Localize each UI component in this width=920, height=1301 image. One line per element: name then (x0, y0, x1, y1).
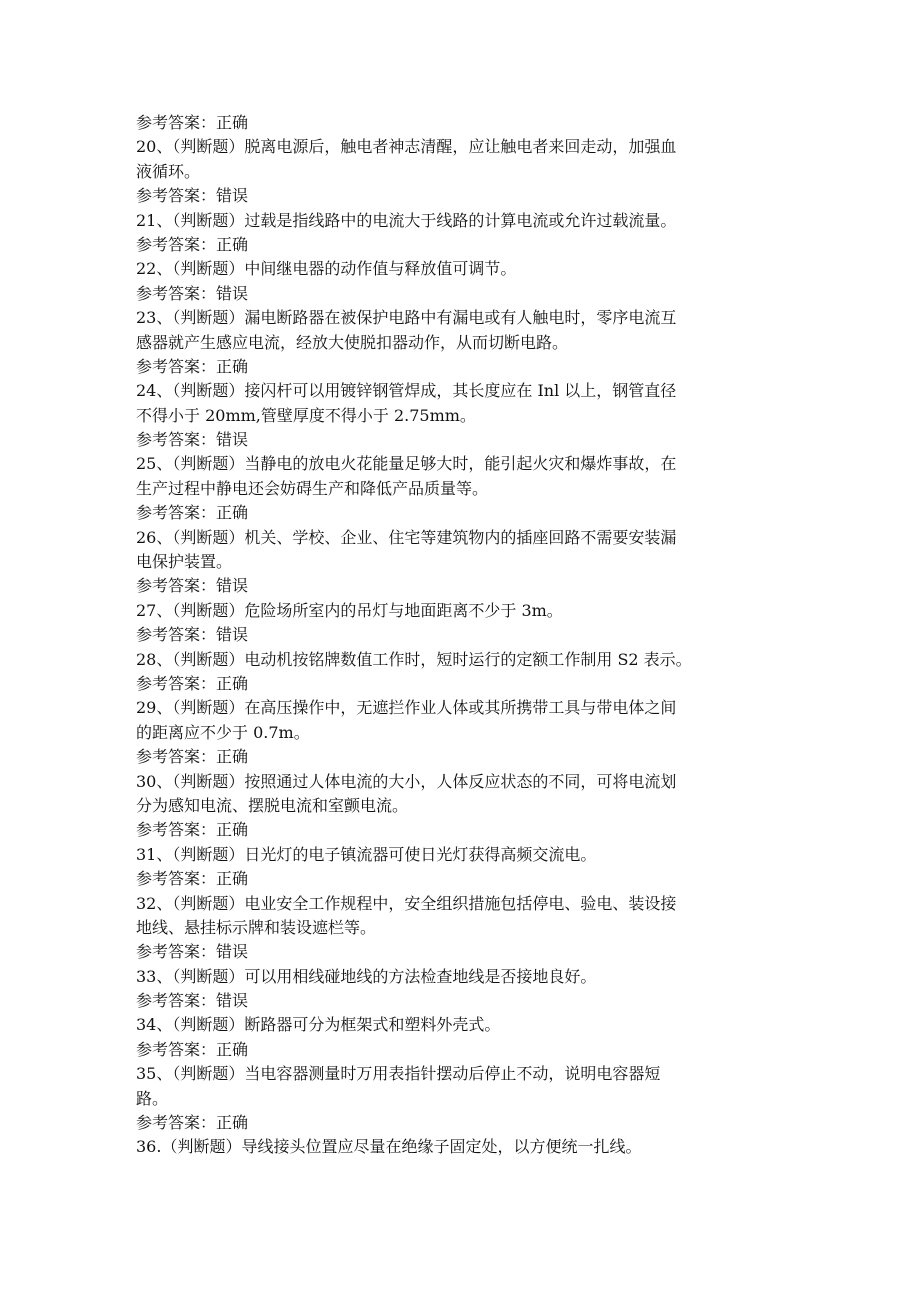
answer-line: 参考答案：错误 (136, 186, 249, 206)
question-line: 34、（判断题）断路器可分为框架式和塑料外壳式。 (136, 1015, 501, 1035)
question-line: 地线、悬挂标示牌和装设遮栏等。 (136, 917, 377, 937)
question-line: 23、（判断题）漏电断路器在被保护电路中有漏电或有人触电时，零序电流互 (136, 308, 677, 328)
question-line: 33、（判断题）可以用相线碰地线的方法检查地线是否接地良好。 (136, 966, 597, 986)
question-line: 28、（判断题）电动机按铭牌数值工作时，短时运行的定额工作制用 S2 表示。 (136, 649, 692, 669)
question-line: 27、（判断题）危险场所室内的吊灯与地面距离不少于 3m。 (136, 600, 563, 620)
answer-line: 参考答案：错误 (136, 625, 249, 645)
question-line: 分为感知电流、摆脱电流和室颤电流。 (136, 795, 409, 815)
question-line: 电保护装置。 (136, 552, 233, 572)
question-line: 的距离应不少于 0.7m。 (136, 722, 310, 742)
question-line: 不得小于 20mm,管壁厚度不得小于 2.75mm。 (136, 405, 476, 425)
answer-line: 参考答案：错误 (136, 991, 249, 1011)
question-line: 感器就产生感应电流，经放大使脱扣器动作，从而切断电路。 (136, 332, 569, 352)
answer-line: 参考答案：错误 (136, 283, 249, 303)
answer-line: 参考答案：正确 (136, 869, 249, 889)
answer-line: 参考答案：正确 (136, 113, 249, 132)
question-line: 21、（判断题）过载是指线路中的电流大于线路的计算电流或允许过载流量。 (136, 210, 677, 230)
answer-line: 参考答案：正确 (136, 747, 249, 767)
question-line: 路。 (136, 1088, 169, 1108)
question-line: 32、（判断题）电业安全工作规程中，安全组织措施包括停电、验电、装设接 (136, 893, 677, 913)
answer-line: 参考答案：正确 (136, 503, 249, 523)
question-line: 35、（判断题）当电容器测量时万用表指针摆动后停止不动，说明电容器短 (136, 1064, 661, 1084)
answer-line: 参考答案：正确 (136, 1113, 249, 1133)
answer-line: 参考答案：正确 (136, 673, 249, 693)
question-line: 20、（判断题）脱离电源后，触电者神志清醒，应让触电者来回走动，加强血 (136, 137, 677, 157)
question-line: 29、（判断题）在高压操作中，无遮拦作业人体或其所携带工具与带电体之间 (136, 698, 677, 718)
question-line: 30、（判断题）按照通过人体电流的大小，人体反应状态的不同，可将电流划 (136, 771, 677, 791)
answer-line: 参考答案：正确 (136, 1039, 249, 1059)
answer-line: 参考答案：错误 (136, 942, 249, 962)
answer-line: 参考答案：正确 (136, 356, 249, 376)
answer-line: 参考答案：错误 (136, 576, 249, 596)
answer-line: 参考答案：错误 (136, 430, 249, 450)
question-line: 22、（判断题）中间继电器的动作值与释放值可调节。 (136, 259, 517, 279)
document-body (136, 111, 776, 1160)
question-line: 25、（判断题）当静电的放电火花能量足够大时，能引起火灾和爆炸事故，在 (136, 454, 677, 474)
question-line: 生产过程中静电还会妨碍生产和降低产品质量等。 (136, 478, 489, 498)
question-line: 液循环。 (136, 161, 201, 181)
answer-line: 参考答案：正确 (136, 234, 249, 254)
question-line: 36.（判断题）导线接头位置应尽量在绝缘子固定处，以方便统一扎线。 (136, 1137, 642, 1157)
question-line: 31、（判断题）日光灯的电子镇流器可使日光灯获得高频交流电。 (136, 844, 597, 864)
question-line: 26、（判断题）机关、学校、企业、住宅等建筑物内的插座回路不需要安装漏 (136, 527, 677, 547)
question-line: 24、（判断题）接闪杆可以用镀锌钢管焊成，其长度应在 Inl 以上，钢管直径 (136, 381, 677, 401)
answer-line: 参考答案：正确 (136, 820, 249, 840)
